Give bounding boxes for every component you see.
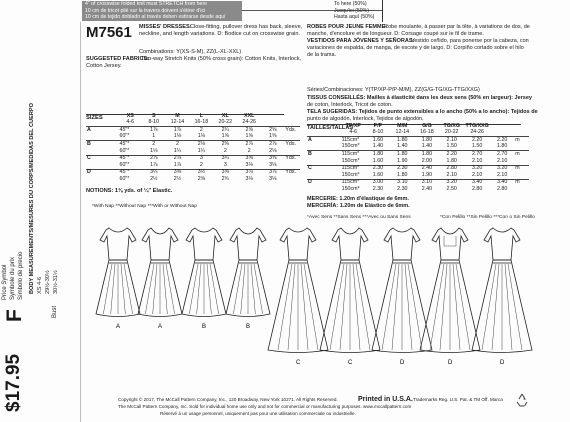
french-title: ROBES POUR JEUNE FEMME:: [307, 24, 388, 30]
fr-es-yardage-table: [307, 123, 529, 193]
size-number-row: [307, 130, 529, 137]
measurements-title: BODY MEASUREMENTS/MESURES DU CORPS/MEDIDAS DEL CUERPO: [29, 103, 35, 294]
yardage-cell: 2¾: [221, 175, 229, 182]
unit-label: [284, 134, 300, 141]
stretch-end-es: Hasta aquí (50%): [334, 14, 375, 20]
yardage-cell: 1.90: [397, 157, 408, 164]
header-spacer: [86, 113, 119, 120]
stretch-line-es: 10 cm de tejido doblado al través deben estirarse desde aquí: [85, 14, 226, 20]
stretch-line-fr: 10 cm de tricot plié sur la travers doivent s'étirer d'ici: [85, 7, 206, 14]
yardage-cell: 2: [152, 141, 156, 148]
yardage-cell: 2: [223, 147, 227, 154]
fabric-width: 150cm*: [341, 143, 360, 150]
yardage-cell: 1.80: [446, 157, 457, 164]
yardage-cell: 2.80: [497, 185, 508, 192]
stretch-end-fr: Jusqu'ici (50%): [334, 7, 370, 14]
yardage-cell: 3⅛: [245, 161, 253, 168]
unit-label: [514, 144, 529, 151]
fr-fabrics-2: de coton, Interlock, Tricot de coton.: [307, 102, 393, 108]
price-symbol-letter: F: [3, 309, 26, 322]
unit-label: Yds.: [285, 169, 296, 176]
pattern-number: M7561: [86, 24, 132, 41]
yardage-cell: 1.40: [421, 143, 433, 150]
size-number: 12-14: [395, 129, 410, 136]
english-yardage-table: [86, 113, 300, 183]
yardage-cell: 2.10: [471, 171, 483, 178]
es-nap-note: *Con Pelillo **Sin Pelillo ***Con o Sin Pelillo: [440, 215, 535, 220]
yardage-cell: 2.30: [397, 185, 408, 192]
yardage-cell: 2.40: [421, 165, 433, 172]
yardage-cell: 2⅝: [197, 175, 206, 182]
table-row: [86, 162, 300, 169]
dress-view-b-2: [182, 228, 226, 330]
fr-es-combinations: Séries/Combinaciones: Y(TP/XP-P/P-M/M), ZZ(G/G-TG/XG-TTG/XXG): [307, 87, 480, 93]
yardage-cell: 3¼: [150, 169, 158, 176]
english-fabrics-label: SUGGESTED FABRICS:: [86, 56, 150, 62]
yardage-cell: 2.30: [397, 165, 408, 172]
view-label: C: [308, 165, 312, 172]
yardage-cell: 2: [199, 126, 203, 133]
french-desc-1: Robe moulante, à passer par la tête, à variations de dos, de: [384, 24, 530, 30]
yardage-cell: 3.10: [421, 179, 433, 186]
footer-trademark: Trademarks Reg. U.S. Pat. & TM Off. Marca: [413, 397, 503, 402]
table-row: [307, 144, 529, 151]
size-name: XXL: [244, 112, 255, 119]
spine: [0, 0, 82, 422]
header-spacer: [86, 120, 119, 127]
view-illustrations: [90, 222, 560, 372]
yardage-cell: 2½: [150, 175, 158, 182]
fabric-width: 45"*: [119, 141, 130, 148]
yardage-cell: 1: [152, 133, 156, 140]
yardage-cell: 1.60: [372, 157, 384, 164]
view-label: A: [87, 126, 91, 133]
unit-spacer: [490, 123, 514, 130]
size-name: L: [199, 112, 204, 119]
view-label: A: [158, 324, 163, 330]
stretch-line-en: 4" of crosswise folded knit must STRETCH from here: [85, 1, 208, 7]
view-label: [307, 158, 341, 165]
yardage-cell: 3.20: [446, 179, 457, 186]
view-label: [307, 186, 341, 193]
unit-label: Yds.: [285, 155, 296, 162]
english-title: MISSES' DRESSES:: [139, 24, 192, 30]
yardage-cell: 1.80: [397, 151, 408, 158]
fabric-width: 45"*: [119, 169, 130, 176]
fabric-width: 60"*: [119, 147, 130, 154]
yardage-cell: 2⅞: [245, 141, 253, 148]
english-notions: NOTIONS: 1⅜ yds. of ¼" Elastic.: [86, 188, 173, 194]
yardage-cell: 3⅝: [269, 155, 277, 162]
es-fabrics-1: TELA SUGERIDAS: Tejidos de punto extensibles a lo ancho (50% a lo ancho): Tejidos de: [307, 109, 538, 115]
price-symbol-es: Símbolo de precio: [18, 251, 24, 300]
yardage-cell: 3⅝: [221, 169, 229, 176]
dress-view-d-6: [372, 228, 432, 366]
dress-view-c-4: [268, 228, 328, 366]
view-label: D: [448, 360, 453, 366]
recycle-icon: [515, 393, 529, 407]
header-spacer: [307, 123, 341, 130]
yardage-cell: 1⅝: [269, 133, 277, 140]
yardage-cell: 1.80: [421, 136, 433, 143]
yardage-cell: 2⅜: [221, 141, 229, 148]
size-number: 4-6: [349, 129, 358, 136]
unit-label: [284, 148, 300, 155]
size-name: XS: [126, 112, 134, 119]
table-row: [86, 169, 300, 176]
english-fabrics-1: Two-way Stretch Knits (50% cross grain): Cotton Knits, Interlock,: [141, 56, 302, 62]
yardage-cell: 2⅞: [173, 155, 182, 162]
dress-view-c-5: [320, 228, 380, 366]
yardage-cell: 3⅝: [245, 155, 253, 162]
table-row: [86, 155, 300, 162]
yardage-cell: 1⅛: [150, 147, 158, 154]
table-row: [307, 151, 529, 158]
yardage-cell: 1.40: [372, 143, 384, 150]
unit-label: [514, 186, 529, 193]
unit-label: Yds.: [285, 141, 296, 148]
yardage-cell: 2⅞: [269, 141, 277, 148]
size-header-row: [307, 123, 529, 130]
size-number-row: [86, 120, 300, 127]
unit-label: [284, 162, 300, 169]
table-row: [86, 134, 300, 141]
table-row: [86, 176, 300, 183]
yardage-cell: 3: [199, 155, 203, 162]
spine-bust-range-1: 29½-30½: [45, 270, 51, 294]
yardage-cell: 1.50: [471, 143, 483, 150]
fabric-width: 115cm*: [341, 179, 360, 186]
view-label: [86, 148, 119, 155]
table-row: [307, 165, 529, 172]
size-number: 24-26: [242, 119, 256, 126]
view-label: [307, 144, 341, 151]
size-number: 20-22: [444, 129, 459, 136]
english-desc-1: Close-fitting, pullover dress has back, sleeve,: [190, 24, 303, 30]
yardage-cell: 3.20: [497, 165, 508, 172]
unit-label: [514, 158, 529, 165]
size-name: TG/XG: [443, 122, 460, 129]
yardage-cell: 2.80: [471, 185, 483, 192]
view-label: B: [308, 151, 312, 158]
view-label: B: [87, 141, 91, 148]
yardage-cell: 3⅜: [173, 169, 182, 176]
view-label: [86, 162, 119, 169]
yardage-cell: 1⅝: [245, 133, 253, 140]
yardage-cell: 1⅝: [221, 133, 229, 140]
yardage-cell: 3.00: [372, 179, 384, 186]
spine-fold-line: [80, 22, 81, 422]
size-header-row: [86, 113, 300, 120]
size-name: S: [151, 112, 156, 119]
fr-es-sizes-label: TAILLES/TALLAS: [307, 125, 354, 131]
yardage-cell: 1.40: [397, 143, 408, 150]
fabric-width: 115cm*: [341, 165, 360, 172]
yardage-cell: 2.20: [471, 136, 483, 143]
view-label: B: [202, 324, 207, 330]
spine-sizes: XS 4-6: [37, 276, 43, 294]
yardage-cell: 3.10: [397, 179, 408, 186]
yardage-cell: 1⅞: [150, 126, 158, 133]
yardage-cell: 2.10: [446, 136, 457, 143]
view-label: D: [308, 179, 312, 186]
spine-bust-range-2: 30½-31½: [53, 270, 59, 294]
yardage-cell: 3.40: [471, 179, 483, 186]
yardage-cell: 1.60: [372, 136, 384, 143]
table-row: [86, 127, 300, 134]
yardage-cell: 1⅞: [173, 126, 182, 133]
yardage-cell: 2⅝: [269, 126, 277, 133]
unit-label: m: [515, 136, 520, 143]
dress-view-d-8: [472, 228, 532, 366]
view-label: [86, 134, 119, 141]
yardage-cell: 3⅞: [269, 169, 277, 176]
stretch-end-mark: [382, 0, 383, 22]
footer-copyright: Copyright © 2017, The McCall Pattern Company, Inc., 120 Broadway, New York 10271. All Rights Reserved.: [118, 397, 338, 402]
yardage-cell: 2.30: [372, 165, 384, 172]
fabric-width: 60"*: [119, 161, 130, 168]
fabric-width: 115cm*: [341, 151, 360, 158]
yardage-cell: 3: [223, 161, 227, 168]
size-number: 24-26: [470, 129, 484, 136]
bust-label: Bust: [52, 305, 58, 318]
yardage-cell: 1.80: [372, 151, 384, 158]
spanish-desc-2: variaciones de espalda, de manga, de escote y de largo. D: Corpiño cortado sobre el hilo: [307, 45, 524, 51]
yardage-cell: 2.10: [497, 171, 508, 178]
view-label: A: [308, 136, 312, 143]
dress-view-b-3: [226, 228, 270, 330]
spanish-desc-1: Vestido ceñido, para ponerse por la cabeza, con: [411, 38, 529, 44]
footer-printed: Printed in U.S.A.: [358, 396, 413, 403]
yardage-cell: 2: [247, 147, 251, 154]
table-row: [307, 186, 529, 193]
size-name: XL: [221, 112, 229, 119]
yardage-cell: 1.80: [497, 143, 508, 150]
stretch-gauge: [82, 0, 400, 22]
yardage-cell: 2.00: [421, 157, 433, 164]
fabric-width: 60"*: [119, 133, 130, 140]
yardage-cell: 2½: [173, 175, 182, 182]
size-number: 8-10: [148, 119, 160, 126]
yardage-cell: 1¼: [173, 147, 182, 154]
footer-home-use: The McCall Pattern Company, Inc. Sold for individual home use only and not for commercial or manufacturing purposes. www.mccallpattern.com: [118, 404, 412, 409]
dress-view-a-0: [96, 228, 140, 330]
table-row: [86, 148, 300, 155]
stretch-end-en: To here (50%): [334, 1, 367, 7]
yardage-cell: 1⅞: [173, 161, 182, 168]
yardage-cell: 1⅛: [197, 133, 206, 140]
fabric-width: 45"*: [119, 155, 130, 162]
yardage-cell: 1.80: [421, 151, 433, 158]
english-nap-note: *With Nap **Without Nap ***With or Without Nap: [92, 204, 197, 209]
price-symbol-en: Price Symbol: [2, 264, 8, 300]
view-label: D: [87, 169, 91, 176]
yardage-cell: 2.70: [471, 151, 483, 158]
yardage-cell: 2.20: [497, 136, 508, 143]
unit-label: m: [515, 179, 520, 186]
unit-label: [514, 172, 529, 179]
unit-label: [284, 176, 300, 183]
fr-nap-note: *Avec Sens **Sans Sens ***Avec ou Sans Sens: [307, 215, 411, 220]
yardage-cell: 2⅛: [269, 147, 277, 154]
yardage-cell: 2: [176, 141, 179, 148]
yardage-cell: 3⅛: [269, 161, 277, 168]
yardage-cell: 2.80: [446, 165, 457, 172]
fabric-width: 150cm*: [341, 157, 360, 164]
size-number: 16-18: [194, 119, 209, 126]
es-merceria: MERCERÍA: 1.20m de Elástico de 6mm.: [307, 203, 410, 209]
yardage-cell: 1.60: [372, 171, 384, 178]
es-fabrics-2: punto de algodón, Interlock, Tejidos de algodón.: [307, 116, 424, 122]
yardage-cell: 2.50: [446, 185, 457, 192]
unit-spacer: [490, 130, 514, 137]
size-name: TTG/XXG: [465, 122, 489, 129]
view-label: A: [116, 324, 121, 330]
unit-label: m: [515, 165, 520, 172]
size-number: 8-10: [372, 129, 384, 136]
english-fabrics-2: Cotton Jersey.: [86, 63, 122, 69]
table-row: [307, 172, 529, 179]
english-combinations: Combinations: Y(XS-S-M), ZZ(L-XL-XXL): [139, 49, 242, 55]
view-label: [307, 172, 341, 179]
table-row: [307, 137, 529, 144]
yardage-cell: 2.10: [471, 157, 483, 164]
yardage-cell: 2.40: [421, 185, 433, 192]
table-row: [86, 141, 300, 148]
dress-view-a-1: [138, 228, 182, 330]
spanish-desc-3: de la trama.: [307, 52, 337, 58]
price-symbol-fr: Symbole du prix: [10, 256, 16, 300]
yardage-cell: 3¼: [221, 155, 229, 162]
size-number: 4-6: [126, 119, 135, 126]
french-desc-2: manche, d'encolure et de longueur. D: Corsage coupé sur le fil de trame.: [307, 31, 484, 37]
unit-spacer: [261, 113, 284, 120]
table-row: [307, 179, 529, 186]
yardage-cell: 2.70: [497, 151, 508, 158]
yardage-cell: 3½: [197, 169, 206, 176]
yardage-cell: 2⅛: [197, 141, 206, 148]
unit-label: Yds.: [285, 126, 296, 133]
view-label: D: [500, 360, 505, 366]
yardage-cell: 1¼: [197, 147, 206, 154]
view-label: B: [246, 324, 251, 330]
yardage-cell: 2⅝: [245, 126, 253, 133]
size-name: M: [175, 112, 180, 119]
yardage-cell: 3⅛: [245, 175, 253, 182]
fabric-width: 115cm*: [341, 136, 360, 143]
price: $17.95: [3, 353, 24, 412]
yardage-cell: 1⅞: [150, 161, 158, 168]
spanish-title: VESTIDOS PARA JÓVENES Y SEÑORAS:: [307, 38, 415, 44]
view-label: [86, 176, 119, 183]
view-label: C: [296, 360, 301, 366]
fabric-width: 60"*: [119, 175, 130, 182]
size-number: 20-22: [218, 119, 233, 126]
yardage-cell: 1⅛: [173, 133, 182, 140]
unit-spacer: [261, 120, 284, 127]
yardage-cell: 3.40: [497, 179, 508, 186]
footer-reserve: Réservé à un usage personnel, uniquement pas pour une utilisation commerciale ou industrielle.: [160, 411, 356, 416]
yardage-cell: 1.90: [421, 171, 433, 178]
yardage-cell: 2.10: [446, 171, 457, 178]
yardage-cell: 1.80: [397, 136, 408, 143]
yardage-cell: 2.30: [372, 185, 384, 192]
view-label: C: [348, 360, 353, 366]
fabric-width: 45"*: [119, 126, 130, 133]
size-name: M/M: [397, 122, 408, 129]
yardage-cell: 3⅛: [269, 175, 277, 182]
view-label: D: [400, 360, 405, 366]
yardage-cell: 1.80: [397, 171, 408, 178]
table-row: [307, 158, 529, 165]
size-number: 12-14: [170, 119, 185, 126]
size-name: G/G: [422, 122, 432, 129]
yardage-cell: 1.50: [446, 143, 457, 150]
yardage-cell: 2¼: [221, 126, 229, 133]
header-spacer: [307, 130, 341, 137]
size-number: 16-18: [420, 129, 434, 136]
size-name: TP/XP: [345, 122, 361, 129]
english-desc-2: neckline, and length variations. D: Bodice cut on crosswise grain.: [139, 31, 301, 37]
fr-mercerie: MERCERIE: 1.20m d'élastique de 6mm.: [307, 196, 409, 202]
fabric-width: 150cm*: [341, 171, 360, 178]
size-name: P/P: [373, 122, 383, 129]
yardage-cell: 3⅞: [245, 169, 253, 176]
yardage-cell: 2⅞: [150, 155, 158, 162]
unit-label: m: [515, 151, 520, 158]
yardage-cell: 2.10: [497, 157, 508, 164]
dress-view-d-7: [420, 228, 480, 366]
yardage-cell: 2: [199, 161, 203, 168]
fr-fabrics-1: TISSUS CONSEILLÉS: Mailles à élasticité dans les deux sens (50% en largeur): Jersey: [307, 95, 532, 101]
view-label: C: [87, 155, 91, 162]
english-sizes-label: SIZES: [86, 115, 103, 121]
fabric-width: 150cm*: [341, 185, 360, 192]
yardage-cell: 2.20: [446, 151, 457, 158]
yardage-cell: 3.20: [471, 165, 483, 172]
